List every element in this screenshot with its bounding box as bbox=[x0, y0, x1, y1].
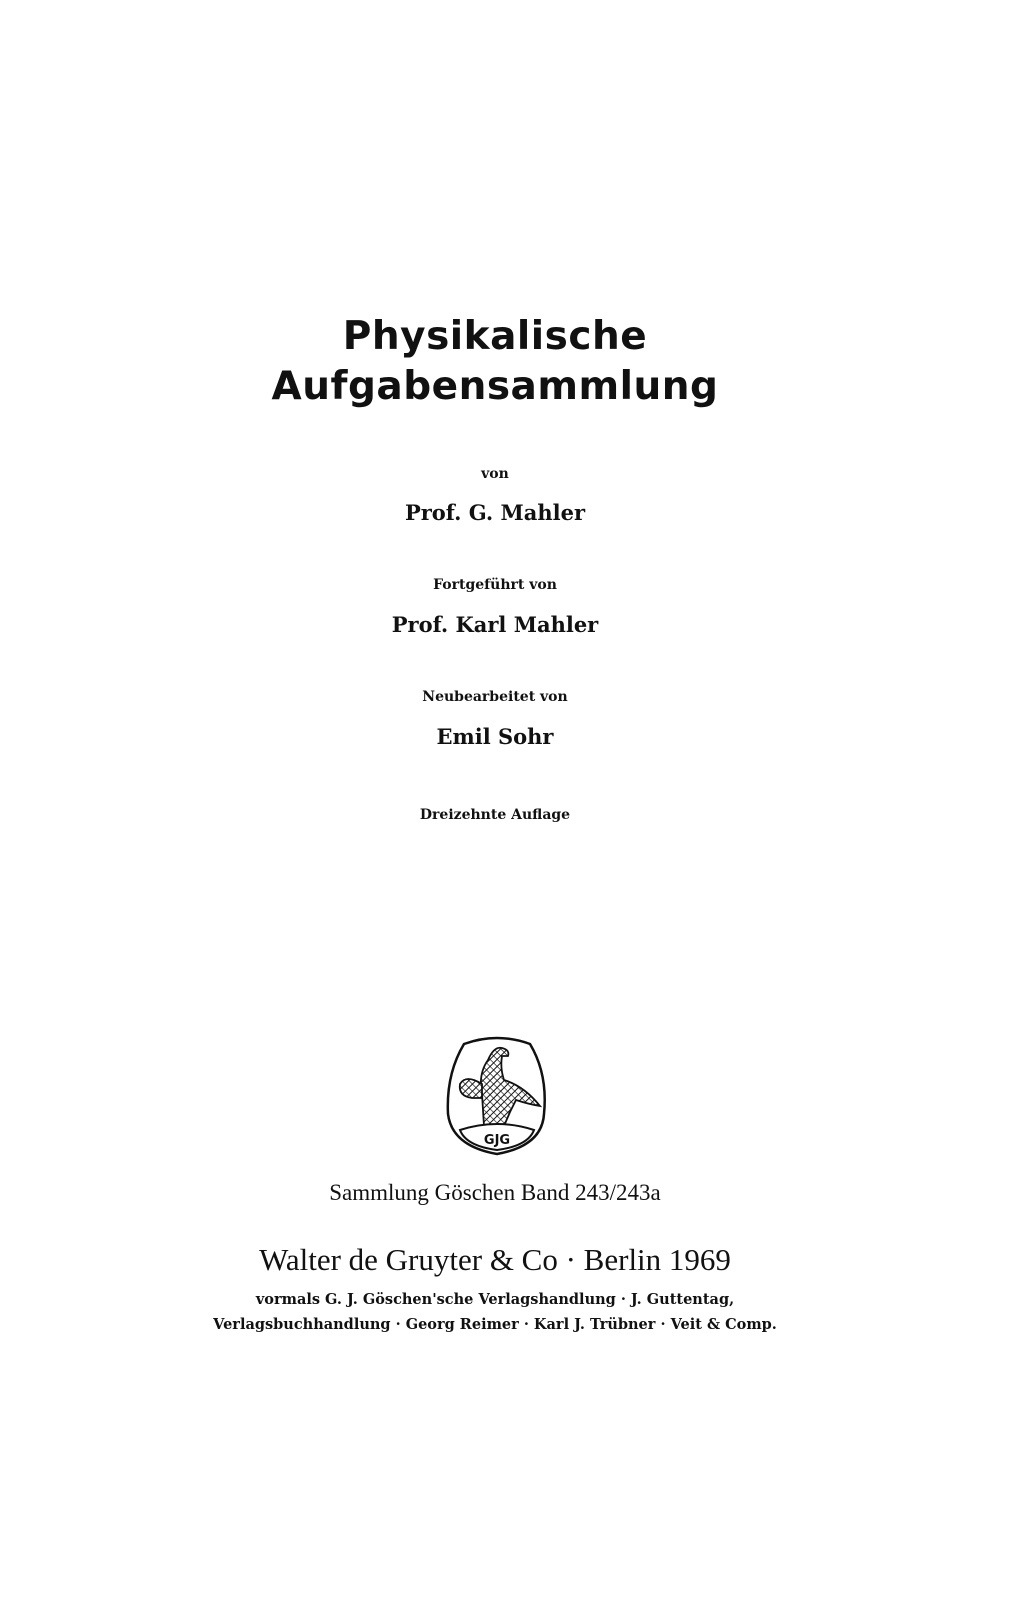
edition: Dreizehnte Auflage bbox=[419, 807, 571, 823]
eagle-logo-icon bbox=[444, 1034, 550, 1158]
title-line-2: Aufgabensammlung bbox=[271, 364, 719, 409]
series-line: Sammlung Göschen Band 243/243a bbox=[329, 1180, 661, 1205]
svg-text:GJG: GJG bbox=[483, 1133, 511, 1148]
former-publishers-line-2: Verlagsbuchhandlung · Georg Reimer · Karl J. Trübner · Veit & Comp. bbox=[213, 1316, 777, 1333]
credit-role-author: von bbox=[481, 466, 509, 482]
continuer-name: Prof. Karl Mahler bbox=[391, 612, 599, 637]
publisher-line: Walter de Gruyter & Co · Berlin 1969 bbox=[259, 1242, 731, 1277]
former-publishers-line-1: vormals G. J. Göschen'sche Verlagshandlung · J. Guttentag, bbox=[255, 1291, 735, 1308]
credit-role-revised: Neubearbeitet von bbox=[422, 689, 568, 705]
reviser-name: Emil Sohr bbox=[436, 724, 554, 749]
credit-role-continued: Fortgeführt von bbox=[433, 577, 557, 593]
author-name: Prof. G. Mahler bbox=[404, 500, 586, 525]
title-line-1: Physikalische bbox=[342, 314, 648, 359]
